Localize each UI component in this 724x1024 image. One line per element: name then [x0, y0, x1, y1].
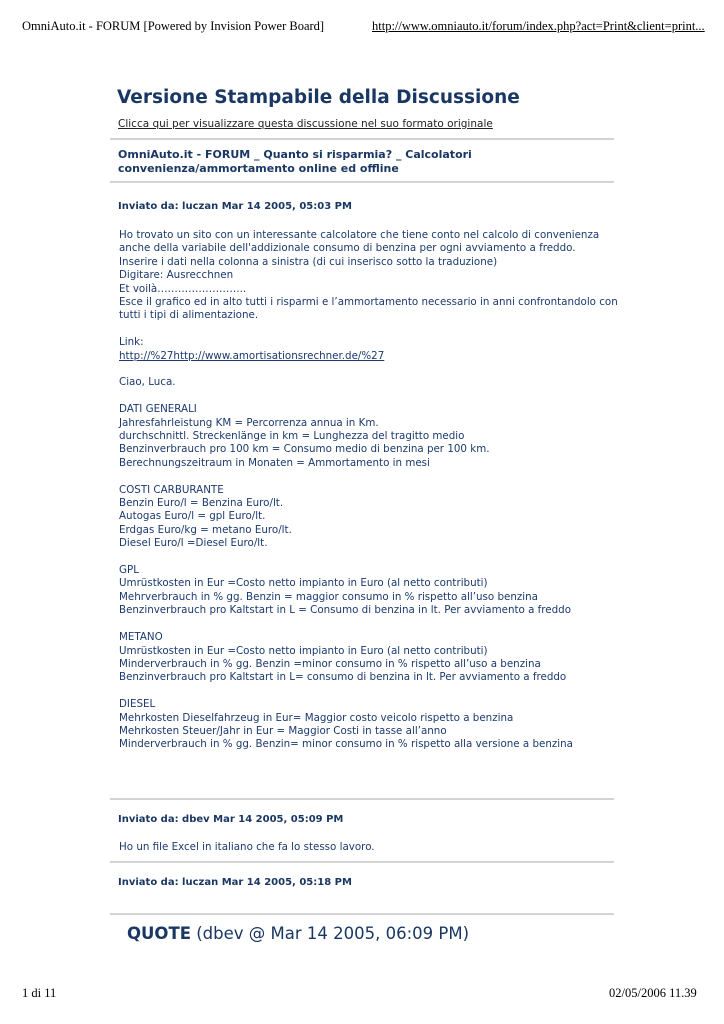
page-title: Versione Stampabile della Discussione [117, 87, 520, 108]
section-fuel-costs: COSTI CARBURANTE Benzin Euro/l = Benzina Euro/lt. Autogas Euro/l = gpl Euro/lt. Erdgas Euro/kg = metano Euro/lt. Diesel Euro/l =Diesel Euro/lt. [119, 483, 292, 550]
post-link[interactable]: http://%27http://www.amortisationsrechner.de/%27 [119, 349, 385, 362]
section-gpl: GPL Umrüstkosten in Eur =Costo netto impianto in Euro (al netto contributi) Mehrverbrauch in % gg. Benzin = maggior consumo in % rispetto all’uso benzina Benzinverbrauch pro Kaltstart in L = Consumo di benzina in lt. Per avviamento a freddo [119, 564, 571, 617]
post-intro: Ho trovato un sito con un interessante calcolatore che tiene conto nel calcolo di convenienza anche della variabile dell'addizionale consumo di benzina per ogni avviamento a freddo. Inserire i dati nella colonna a sinistra (di cui inserisco sotto la traduzione) Digitare: Ausrecchnen Et voilà…………………….. Esce il grafico ed in alto tutti i risparmi e l’ammortamento necessario in anni confrontandolo con tutti i tipi di alimentazione. [119, 229, 618, 322]
post-author: Inviato da: dbev Mar 14 2005, 05:09 PM [118, 813, 344, 825]
divider [110, 798, 614, 800]
post-text: Ho un file Excel in italiano che fa lo stesso lavoro. [119, 840, 375, 853]
quote-meta: (dbev @ Mar 14 2005, 06:09 PM) [196, 924, 470, 944]
divider [110, 861, 614, 863]
post-author: Inviato da: luczan Mar 14 2005, 05:18 PM [118, 877, 352, 889]
quote-label: QUOTE [127, 924, 191, 944]
post-signature: Ciao, Luca. [119, 376, 176, 389]
topic-title: OmniAuto.it - FORUM _ Quanto si risparmia? _ Calcolatori convenienza/ammortamento online ed offline [118, 148, 472, 175]
divider [110, 138, 614, 140]
post-body [110, 229, 679, 752]
print-header-title: OmniAuto.it - FORUM [Powered by Invision Power Board] [22, 19, 325, 33]
print-content [110, 86, 618, 944]
divider [110, 181, 614, 183]
section-general: DATI GENERALI Jahresfahrleistung KM = Percorrenza annua in Km. durchschnittl. Streckenlänge in km = Lunghezza del tragitto medio Benzinverbrauch pro 100 km = Consumo medio di benzina per 100 km. Berechnungszeitraum in Monaten = Ammortamento in mesi [119, 403, 490, 469]
link-label: Link: [119, 336, 144, 349]
section-metano: METANO Umrüstkosten in Eur =Costo netto impianto in Euro (al netto contributi) Minderverbrauch in % gg. Benzin =minor consumo in % rispetto all’uso a benzina Benzinverbrauch pro Kaltstart in L= consumo di benzina in lt. Per avviamento a freddo [119, 631, 567, 684]
post-body [110, 841, 679, 854]
print-header-url: http://www.omniauto.it/forum/index.php?act=Print&client=print... [372, 19, 705, 33]
original-format-link[interactable]: Clicca qui per visualizzare questa discussione nel suo formato originale [118, 118, 493, 130]
quote-header [110, 924, 614, 944]
page-number: 1 di 11 [22, 986, 57, 1000]
divider [110, 913, 614, 915]
post-author: Inviato da: luczan Mar 14 2005, 05:03 PM [118, 201, 352, 212]
section-diesel: DIESEL Mehrkosten Dieselfahrzeug in Eur= Maggior costo veicolo rispetto a benzina Mehrkosten Steuer/Jahr in Eur = Maggior Costi in tasse all’anno Minderverbrauch in % gg. Benzin= minor consumo in % rispetto alla versione a benzina [119, 698, 573, 751]
print-date: 02/05/2006 11.39 [609, 986, 697, 1000]
